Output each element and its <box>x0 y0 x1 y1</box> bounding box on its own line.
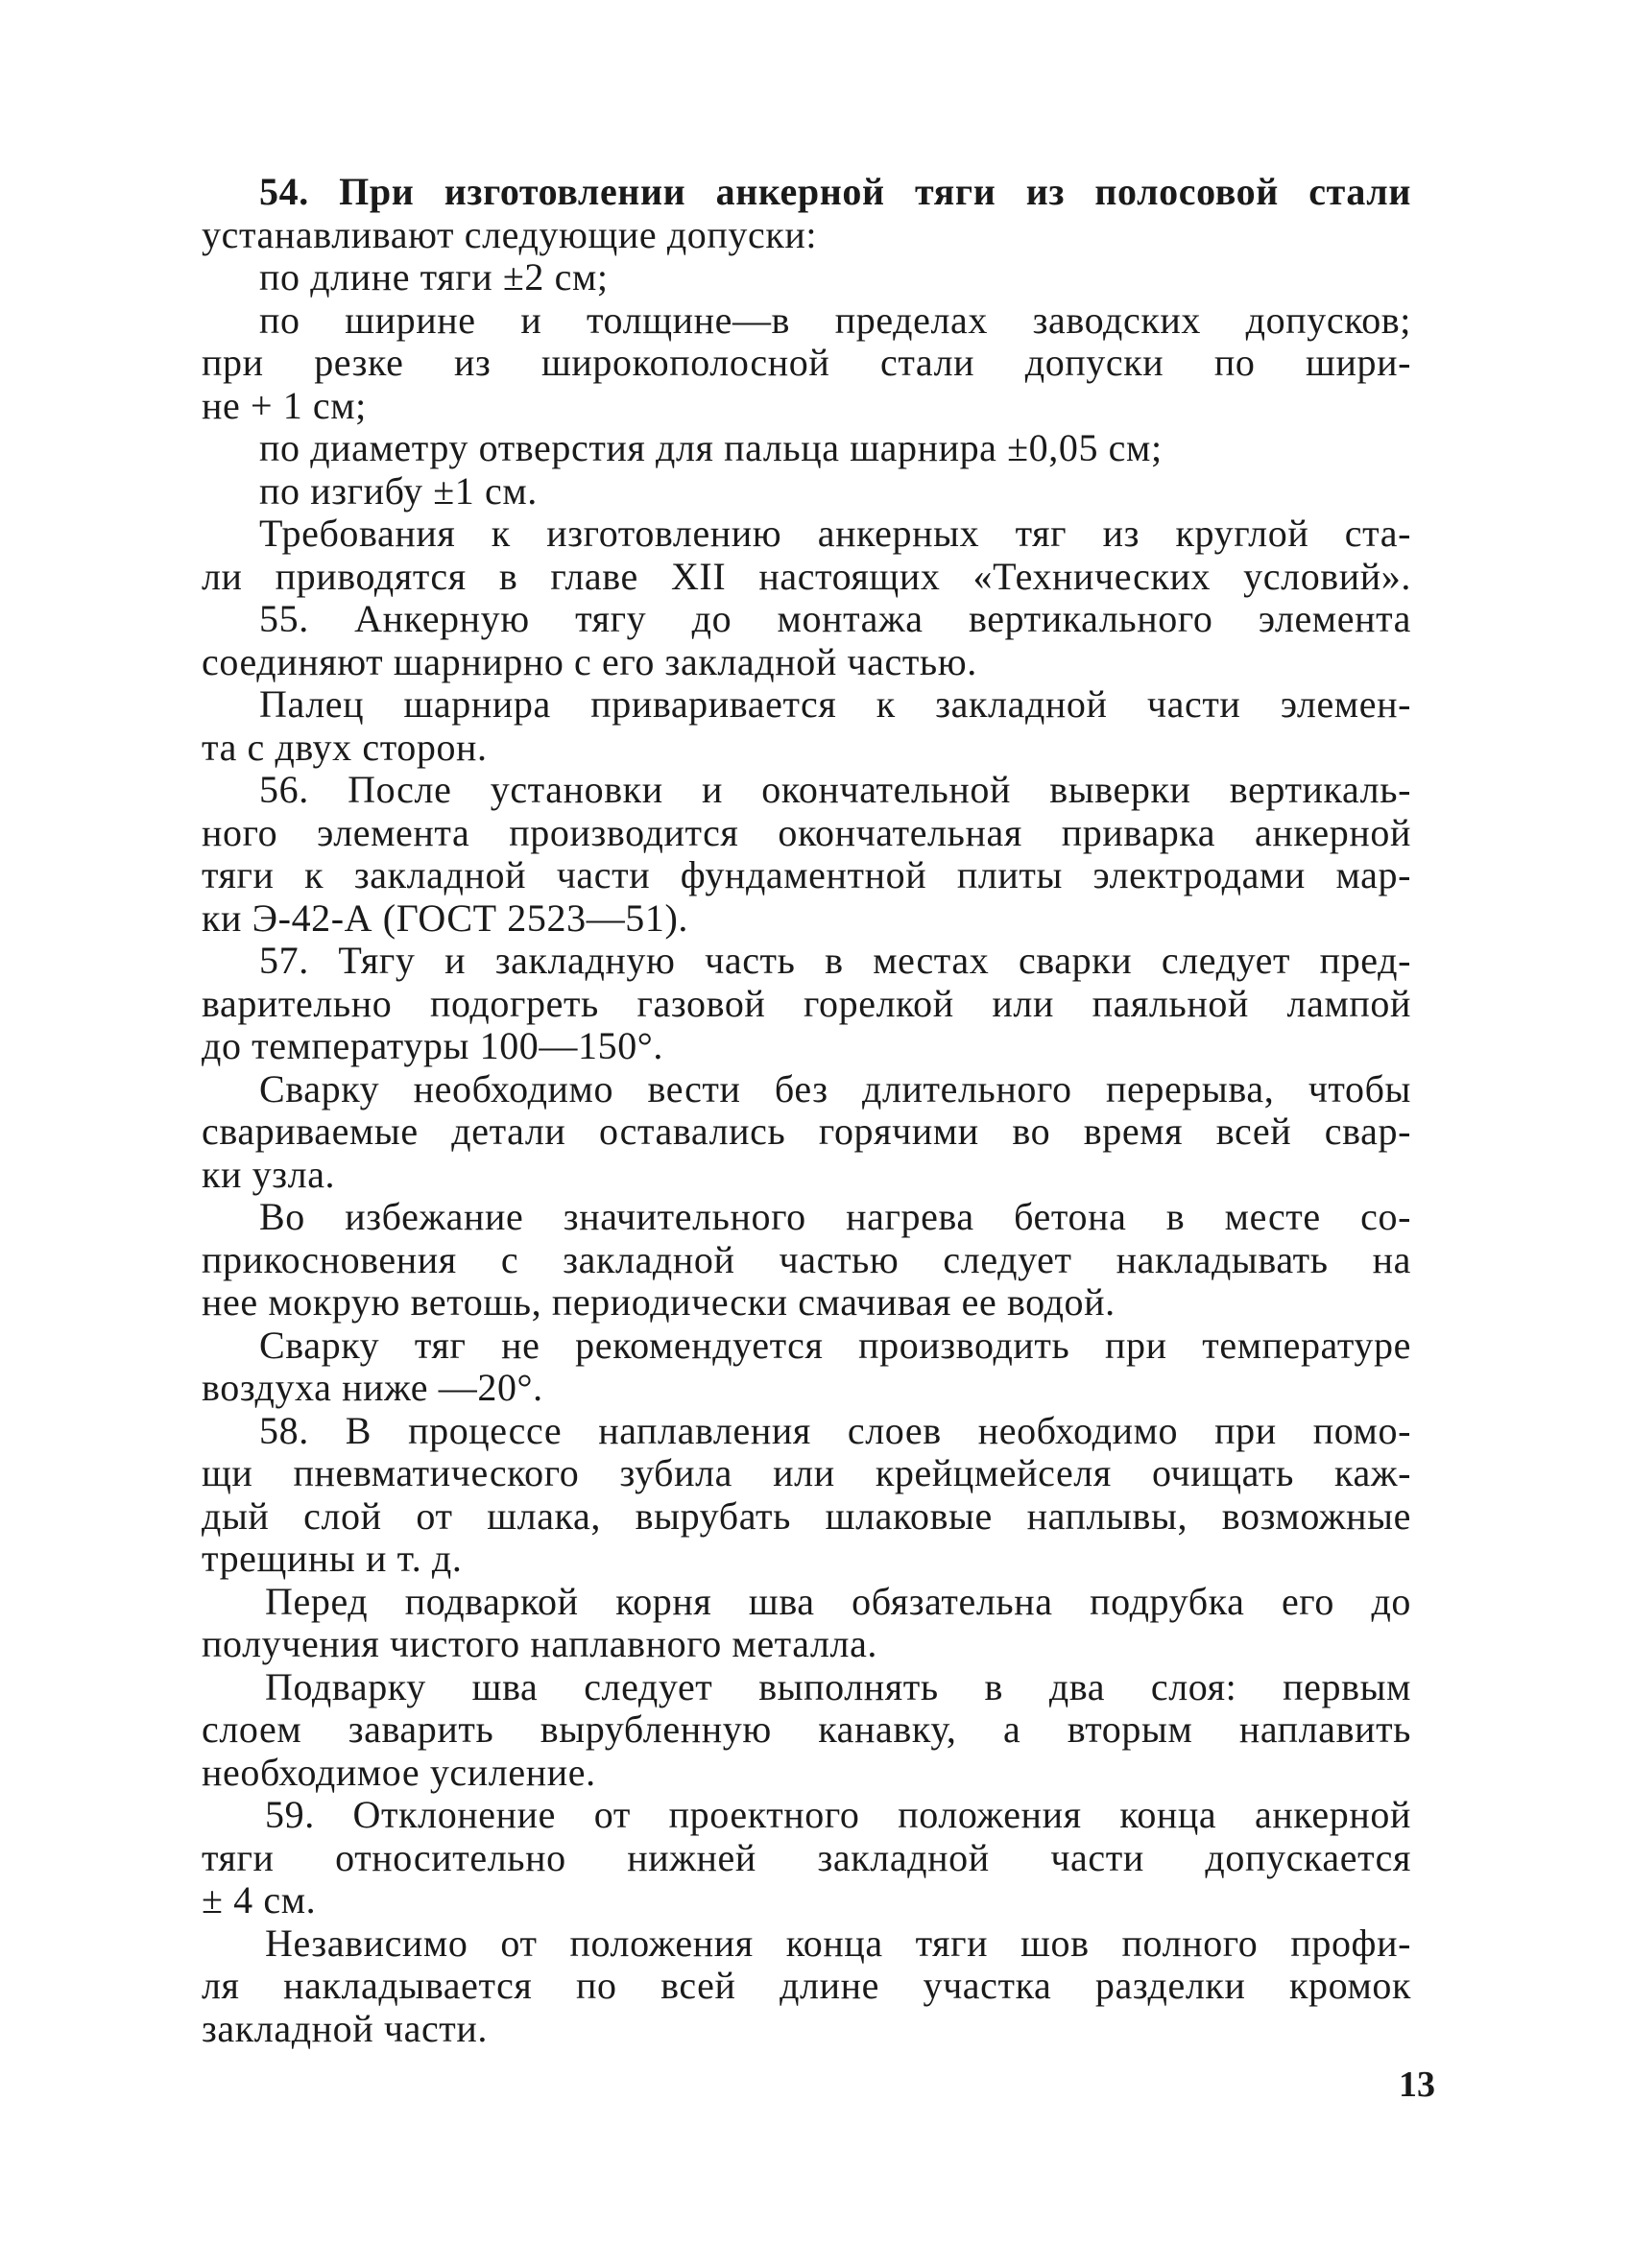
text-line: 56. После установки и окончательной выверки вертикаль- <box>259 768 1411 811</box>
text-line: 54. При изготовлении анкерной тяги из полосовой стали <box>259 170 1411 213</box>
text-line: не + 1 см; <box>202 383 367 427</box>
text-line: по длине тяги ±2 см; <box>259 255 609 298</box>
text-line: 55. Анкерную тягу до монтажа вертикального элемента <box>259 597 1411 640</box>
text-line: та с двух сторон. <box>202 725 488 769</box>
text-line: Независимо от положения конца тяги шов полного профи- <box>265 1921 1411 1965</box>
text-line: Требования к изготовлению анкерных тяг из круглой ста- <box>259 512 1411 555</box>
text-line: по изгибу ±1 см. <box>259 468 538 513</box>
text-line: варительно подогреть газовой горелкой или паяльной лампой <box>202 981 1411 1025</box>
text-line: ки Э-42-А (ГОСТ 2523—51). <box>202 895 689 940</box>
text-line: Сварку тяг не рекомендуется производить при температуре <box>259 1323 1411 1367</box>
text-line: соединяют шарнирно с его закладной частью. <box>202 639 977 683</box>
text-line: 57. Тягу и закладную часть в местах сварки следует пред- <box>259 939 1411 982</box>
text-line: до температуры 100—150°. <box>202 1024 664 1067</box>
text-line: по ширине и толщине—в пределах заводских допусков; <box>259 298 1411 342</box>
text-line: свариваемые детали оставались горячими во время всей свар- <box>202 1110 1411 1153</box>
text-line: трещины и т. д. <box>202 1537 463 1580</box>
text-line: ли приводятся в главе XII настоящих «Технических условий». <box>202 554 1411 598</box>
text-line: необходимое усиление. <box>202 1750 596 1794</box>
text-line: по диаметру отверстия для пальца шарнира ±0,05 см; <box>259 426 1163 469</box>
text-line: ± 4 см. <box>202 1878 317 1922</box>
text-line: Сварку необходимо вести без длительного перерыва, чтобы <box>259 1066 1411 1110</box>
text-line: Перед подваркой корня шва обязательна подрубка его до <box>265 1579 1411 1623</box>
page-number: 13 <box>1399 2065 1435 2105</box>
text-line: Подварку шва следует выполнять в два слоя: первым <box>265 1664 1411 1708</box>
text-line: закладной части. <box>202 2006 488 2050</box>
text-line: Палец шарнира приваривается к закладной части элемен- <box>259 682 1411 726</box>
text-line: ки узла. <box>202 1152 336 1196</box>
text-line: нее мокрую ветошь, периодически смачивая ее водой. <box>202 1280 1116 1324</box>
text-line: получения чистого наплавного металла. <box>202 1622 878 1665</box>
text-line: слоем заварить вырубленную канавку, а вторым наплавить <box>202 1707 1411 1751</box>
text-line: прикосновения с закладной частью следует накладывать на <box>202 1237 1411 1281</box>
text-line: при резке из широкополосной стали допуски по шири- <box>202 341 1411 384</box>
text-line: воздуха ниже —20°. <box>202 1366 543 1409</box>
text-line: ля накладывается по всей длине участка разделки кромок <box>202 1964 1411 2007</box>
text-line: 58. В процессе наплавления слоев необходимо при помо- <box>259 1408 1411 1452</box>
text-line: ного элемента производится окончательная приварка анкерной <box>202 810 1411 854</box>
text-line: тяги относительно нижней закладной части допускается <box>202 1835 1411 1879</box>
text-line: устанавливают следующие допуски: <box>202 212 818 256</box>
text-line: тяги к закладной части фундаментной плиты электродами мар- <box>202 853 1411 896</box>
text-line: щи пневматического зубила или крейцмейселя очищать каж- <box>202 1451 1411 1494</box>
body-text <box>202 171 1411 2050</box>
text-line: дый слой от шлака, вырубать шлаковые наплывы, возможные <box>202 1493 1411 1538</box>
text-line: 59. Отклонение от проектного положения конца анкерной <box>265 1793 1411 1836</box>
text-line: Во избежание значительного нагрева бетона в месте со- <box>259 1195 1411 1238</box>
